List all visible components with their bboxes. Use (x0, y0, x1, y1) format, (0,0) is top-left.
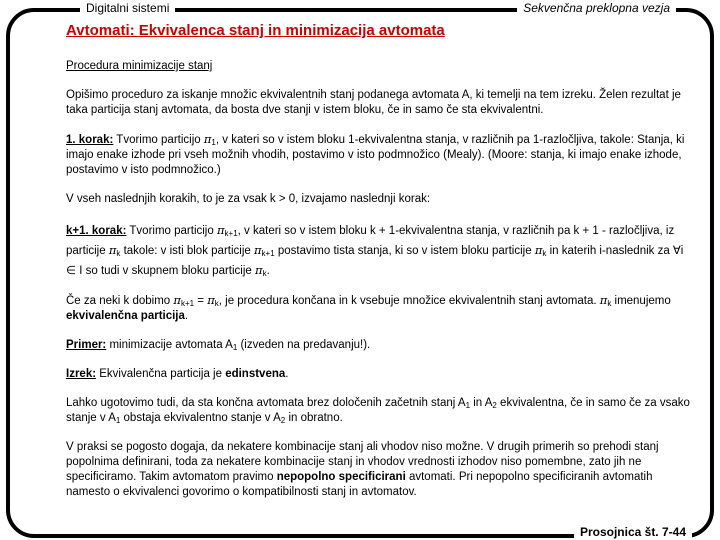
pi-symbol: π (203, 132, 212, 146)
theorem-paragraph: Izrek: Ekvivalenčna particija je edinstvena. (66, 368, 289, 380)
all-steps-paragraph: V vseh naslednjih korakih, to je za vsak k > 0, izvajamo naslednji korak: (66, 193, 431, 205)
header-course: Digitalni sistemi (80, 1, 175, 15)
example-label: Primer: (66, 339, 107, 351)
stop-paragraph: Če za neki k dobimo $\pi_{k+1} = \pi_k$, je procedura končana in k vsebuje množice ekvivalentnih stanj avtomata. $\pi_k$ imenujemo ekvivalenčna particija. (66, 293, 671, 322)
stepk-paragraph: k+1. korak: Tvorimo particijo $\pi_{k+1}$, v kateri so v istem bloku k + 1-ekvivalentna stanja, v različnih pa k + 1 - razločljiva, iz particije $\pi_k$ takole: v isti blok particije $\pi_{k+1}$ postavimo tista stanja, ki so v istem bloku particije $\pi_k$ in katerih i-naslednik za ∀i ∈ I so tudi v skupnem bloku particije $\pi_k$. (66, 223, 684, 278)
stepk-label: k+1. korak: (66, 225, 127, 237)
intro-paragraph: Opišimo proceduro za iskanje množic ekvivalentnih stanj podanega avtomata A, ki temelji na tem izreku. Želen rezultat je taka particija stanj avtomata, da bosta dve stanji v istem bloku, če in samo če sta ekvivalentni. (66, 89, 681, 116)
example-paragraph: Primer: minimizacije avtomata $A_1$ (izveden na predavanju!). (66, 339, 371, 352)
incomplete-spec-note: V praksi se pogosto dogaja, da nekatere kombinacije stanj ali vhodov niso možne. V drugih primerih so prehodi stanj popolnima definirani, toda za nekatere kombinacije stanj in vhodov vrednosti izhodov niso pomembne, zato jih ne specificiramo. Takim avtomatom pravimo nepopolno specificirani avtomati. Pri nepopolno specificiranih avtomatih namesto o ekvivalenci govorimo o kompatibilnosti stanj in avtomatov. (66, 441, 659, 498)
slide-number: Prosojnica št. 7-44 (574, 525, 692, 539)
header-chapter: Sekvenčna preklopna vezja (517, 1, 676, 15)
slide-title: Avtomati: Ekvivalenca stanj in minimizacija avtomata (66, 22, 445, 39)
slide-content (66, 59, 696, 500)
step1-label: 1. korak: (66, 134, 114, 146)
equivalence-note: Lahko ugotovimo tudi, da sta končna avtomata brez določenih začetnih stanj $A_1$ in $A_2$ ekvivalentna, če in samo če za vsako stanje v $A_1$ obstaja ekvivalentno stanje v $A_2$ in obratno. (66, 397, 690, 425)
section-title: Procedura minimizacije stanj (66, 60, 213, 72)
step1-paragraph: 1. korak: Tvorimo particijo $\pi_1$, v kateri so v istem bloku 1-ekvivalentna stanja, v različnih pa 1-razločljiva, takole: Stanja, ki imajo enake izhode pri vseh možnih vhodih, postavimo v isto podmnožico (Mealy). (Moore: stanja, ki imajo enake izhode, postavimo v isto podmnožico.) (66, 132, 685, 176)
theorem-label: Izrek: (66, 368, 97, 380)
